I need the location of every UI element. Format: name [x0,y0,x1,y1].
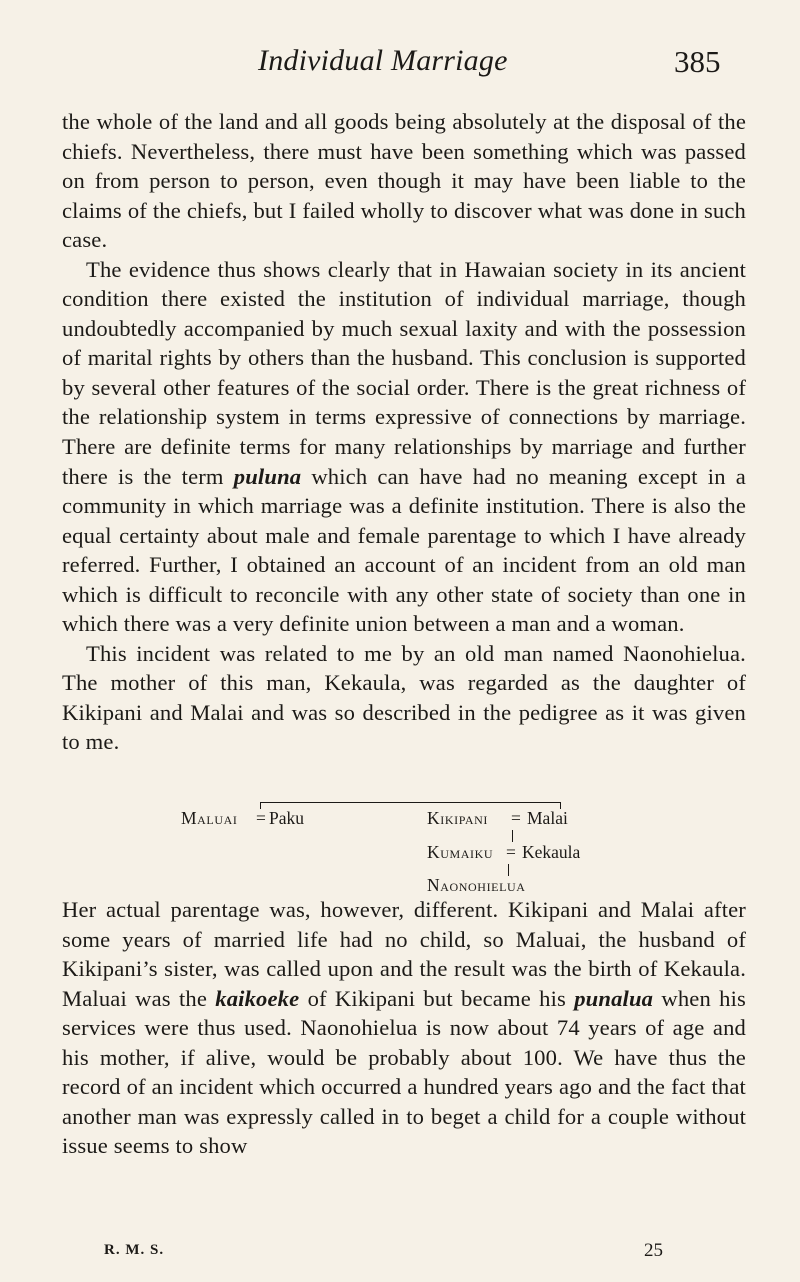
pedigree-paku: Paku [269,808,304,828]
bracket-top-line [260,802,561,803]
paragraph-4-part-1: Her actual parentage was, however, different. Kikipani and Malai after some years of married life had no child, so Maluai, the husband of Kikipani’s sister, was called upon and the result was the birth of Kekaula. Maluai was the [62,897,746,1011]
descent-line-1 [512,830,513,842]
page-number: 385 [674,44,721,79]
main-text-continued [62,895,746,1161]
pedigree-kekaula: Kekaula [522,842,581,862]
marriage-sign-2: = [511,808,521,828]
term-puluna: puluna [233,463,302,489]
term-kaikoeke: kaikoeke [215,985,300,1011]
paragraph-4 [62,895,746,1161]
page-header [0,44,800,88]
running-title: Individual Marriage [258,44,508,77]
pedigree-naonohielua: Naonohielua [427,875,526,895]
pedigree-malai: Malai [527,808,568,828]
term-punalua: punalua [574,985,654,1011]
paragraph-4-part-3: when his services were thus used. Naonohielua is now about 74 years of age and his mother, if alive, would be probably about 100. We have thus the record of an incident which occurred a hundred years ago and the fact that another man was expressly called in to beget a child for a couple without issue seems to show [62,985,746,1159]
pedigree-kikipani: Kikipani [427,808,488,828]
signature-number: 25 [644,1240,663,1261]
paragraph-4-part-2: of Kikipani but became his [307,985,566,1011]
pedigree-kumaiku: Kumaiku [427,842,494,862]
printer-signature: R. M. S. [104,1242,165,1258]
paragraph-2 [62,255,746,639]
main-text [62,107,746,757]
paragraph-3: This incident was related to me by an old man named Naonohielua. The mother of this man, Kekaula, was regarded as the daughter of Kikipani and Malai and was so described in the pedigree as it was given to me. [62,640,746,755]
paragraph-1: the whole of the land and all goods being absolutely at the disposal of the chiefs. Nevertheless, there must have been something which was passed on from person to person, even though it may have been liable to the claims of the chiefs, but I failed wholly to discover what was done in such case. [62,109,746,253]
paragraph-2-continued: which can have had no meaning except in a community in which marriage was a definite institution. There is also the equal certainty about male and female parentage to which I have already referred. Further, I obtained an account of an incident from an old man which is difficult to reconcile with any other state of society than one in which there was a very definite union between a man and a woman. [62,463,746,637]
marriage-sign-1: = [256,808,266,828]
paragraph-2-text: The evidence thus shows clearly that in Hawaian society in its ancient condition there existed the institution of individual marriage, though undoubtedly accompanied by much sexual laxity and with the possession of marital rights by others than the husband. This conclusion is supported by several other features of the social order. There is the great richness of the relationship system in terms expressive of connections by marriage. There are definite terms for many relationships by marriage and further there is the term [62,256,746,489]
marriage-sign-3: = [506,842,516,862]
pedigree-maluai: Maluai [181,808,238,828]
